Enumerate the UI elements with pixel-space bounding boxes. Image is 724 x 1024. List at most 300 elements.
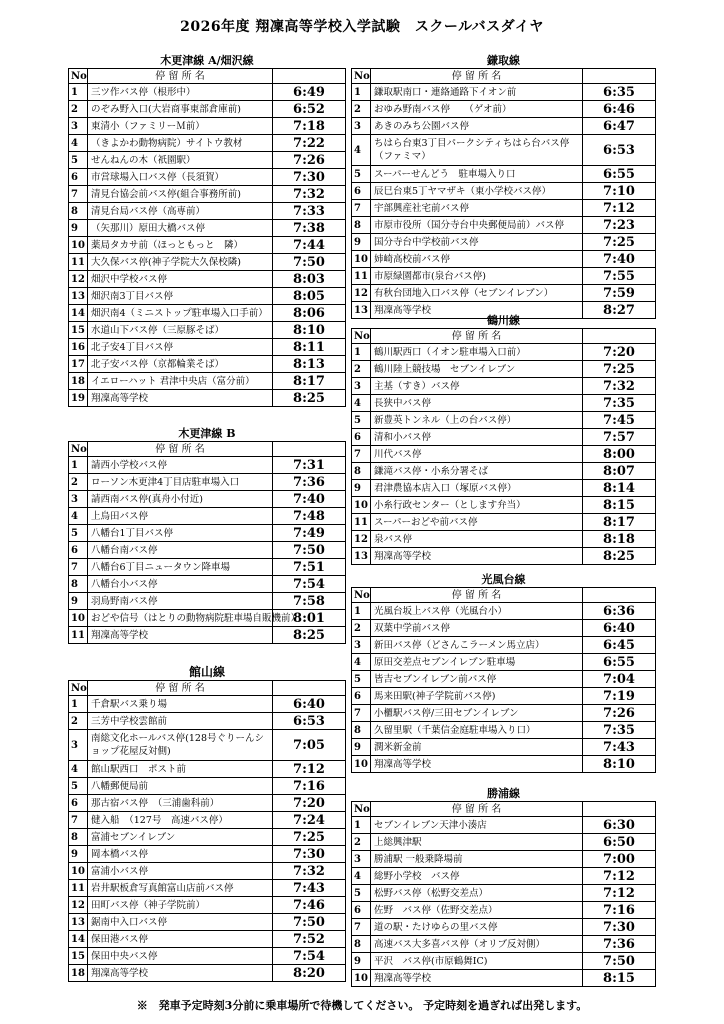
route-title: 鎌取線 [487,54,520,67]
table-row [69,542,346,559]
departure-time: 7:12 [583,885,656,902]
stop-number: 11 [69,254,88,271]
stop-name: 鶴川駅西口（イオン駐車場入口前） [371,344,583,361]
stop-name: 上烏田バス停 [88,508,273,525]
departure-time: 8:17 [583,514,656,531]
stop-name: 翔凜高等学校 [88,390,273,407]
stop-number: 1 [352,603,371,620]
stop-number: 11 [352,268,371,285]
stop-name: 潤米新金前 [371,739,583,756]
departure-time: 7:19 [583,688,656,705]
table-row [69,305,346,322]
stop-name: 鎌滝バス停・小糸分署そば [371,463,583,480]
table-row [69,914,346,931]
table-row [352,936,656,953]
stop-number: 13 [69,914,88,931]
stop-number: 8 [69,829,88,846]
stop-name: 岡本橋バス停 [88,846,273,863]
table-row [352,902,656,919]
stop-name: セブンイレブン天津小湊店 [371,817,583,834]
table-row [352,834,656,851]
departure-time: 7:50 [273,914,346,931]
table-row [352,234,656,251]
table-header [69,69,346,84]
stop-number: 12 [352,531,371,548]
stop-name: 大久保バス停(神子学院大久保校隣) [88,254,273,271]
table-row [352,739,656,756]
departure-time: 7:38 [273,220,346,237]
stop-number: 2 [352,834,371,851]
departure-time: 7:12 [583,200,656,217]
table-row [69,237,346,254]
table-row [352,84,656,101]
stop-name: あきのみち公園バス停 [371,118,583,135]
stop-number: 1 [69,696,88,713]
departure-time: 7:16 [273,778,346,795]
departure-time: 7:30 [273,846,346,863]
stop-name: 久留里駅（千葉信金庭駐車場入り口） [371,722,583,739]
departure-time: 8:03 [273,271,346,288]
stop-name: （矢那川）原田大橋バス停 [88,220,273,237]
departure-time: 6:40 [273,696,346,713]
stop-number: 8 [352,217,371,234]
departure-time: 7:24 [273,812,346,829]
stop-name: 小糸行政センター（とします弁当） [371,497,583,514]
stop-number: 4 [69,508,88,525]
stop-name: 市原緑園都市(泉台バス停) [371,268,583,285]
stop-number: 5 [69,525,88,542]
table-row [352,135,656,166]
departure-time: 8:11 [273,339,346,356]
departure-time: 7:57 [583,429,656,446]
stop-name: 健入船 （127号 高速バス停） [88,812,273,829]
stop-number: 11 [69,880,88,897]
stop-number: 16 [69,339,88,356]
departure-time: 7:46 [273,897,346,914]
table-row [352,183,656,200]
timetable [351,328,656,565]
stop-number: 7 [352,200,371,217]
stop-number: 3 [69,491,88,508]
stop-name: 北子安4丁目バス停 [88,339,273,356]
stop-name: 請西南バス停(真舟小付近) [88,491,273,508]
table-row [69,627,346,644]
table-row [352,919,656,936]
stop-name: 泉バス停 [371,531,583,548]
stop-number: 9 [352,953,371,970]
stop-name: 小櫃駅バス停/三田セブンイレブン [371,705,583,722]
stop-name: 羽鳥野南バス停 [88,593,273,610]
stop-number: 6 [69,169,88,186]
departure-time: 7:00 [583,851,656,868]
table-row [69,169,346,186]
stop-name: 翔凜高等学校 [371,970,583,987]
header-no: No [69,69,88,84]
departure-time: 8:10 [583,756,656,773]
stop-number: 6 [352,688,371,705]
stop-number: 12 [69,897,88,914]
stop-number: 3 [352,851,371,868]
departure-time: 7:43 [273,880,346,897]
stop-name: 長狭中バス停 [371,395,583,412]
table-row [69,186,346,203]
table-row [69,730,346,761]
stop-name: 宇部興産社宅前バス停 [371,200,583,217]
route-tsurukawa [351,314,656,565]
stop-name: 八幡台南バス停 [88,542,273,559]
departure-time: 7:16 [583,902,656,919]
table-row [352,671,656,688]
departure-time: 6:53 [583,135,656,166]
stop-number: 1 [352,344,371,361]
departure-time: 6:36 [583,603,656,620]
stop-number: 6 [69,795,88,812]
stop-number: 2 [69,713,88,730]
stop-number: 18 [69,373,88,390]
table-row [69,931,346,948]
table-row [352,463,656,480]
stop-number: 18 [69,965,88,982]
stop-number: 6 [69,542,88,559]
stop-number: 8 [352,936,371,953]
departure-time: 8:05 [273,288,346,305]
table-row [69,84,346,101]
table-row [352,970,656,987]
departure-time: 8:10 [273,322,346,339]
header-time [583,802,656,817]
stop-name: 松野バス停（松野交差点） [371,885,583,902]
table-row [352,480,656,497]
departure-time: 8:15 [583,497,656,514]
stop-number: 4 [352,135,371,166]
departure-time: 8:15 [583,970,656,987]
departure-time: 7:25 [273,829,346,846]
table-row [69,846,346,863]
route-title: 木更津線 A/畑沢線 [160,54,254,67]
table-row [69,118,346,135]
table-row [69,474,346,491]
stop-number: 9 [352,234,371,251]
stop-name: イエローハット 君津中央店（富分前） [88,373,273,390]
stop-number: 7 [352,446,371,463]
stop-name: 鶴川陸上競技場 セブンイレブン [371,361,583,378]
stop-number: 13 [352,302,371,319]
stop-number: 14 [69,305,88,322]
stop-number: 2 [69,101,88,118]
stop-number: 4 [352,868,371,885]
stop-name: せんねんの木（祇園駅） [88,152,273,169]
stop-name: 姉崎高校前バス停 [371,251,583,268]
table-row [69,948,346,965]
stop-number: 12 [352,285,371,302]
departure-time: 7:12 [583,868,656,885]
table-row [69,508,346,525]
departure-time: 7:35 [583,722,656,739]
stop-number: 6 [352,902,371,919]
table-row [69,965,346,982]
table-header [352,69,656,84]
header-no: No [352,329,371,344]
stop-number: 9 [69,593,88,610]
stop-number: 9 [69,846,88,863]
route-kofudai [351,573,656,773]
table-row [352,654,656,671]
table-row [352,395,656,412]
route-title: 木更津線 B [178,427,236,440]
departure-time: 6:55 [583,166,656,183]
table-row [352,722,656,739]
departure-time: 7:32 [583,378,656,395]
departure-time: 7:04 [583,671,656,688]
table-row [352,378,656,395]
stop-name: のぞみ野入口(大岩商事東部倉庫前) [88,101,273,118]
header-time [583,588,656,603]
table-row [352,548,656,565]
stop-name: スーパーおどや前バス停 [371,514,583,531]
table-row [69,373,346,390]
stop-name: 主基（すき）バス停 [371,378,583,395]
table-row [352,285,656,302]
stop-name: 八幡台1丁目バス停 [88,525,273,542]
stop-number: 2 [352,620,371,637]
header-no: No [69,442,88,457]
departure-time: 6:35 [583,84,656,101]
stop-name: 三芳中学校雲館前 [88,713,273,730]
stop-name: 千倉駅バス乗り場 [88,696,273,713]
stop-name: おゆみ野南バス停 （ゲオ前） [371,101,583,118]
stop-number: 7 [69,186,88,203]
header-stop: 停 留 所 名 [88,681,273,696]
table-row [352,344,656,361]
departure-time: 7:54 [273,576,346,593]
stop-name: 清和小バス停 [371,429,583,446]
departure-time: 7:50 [273,254,346,271]
table-row [352,851,656,868]
table-row [352,217,656,234]
route-title: 光風台線 [481,573,526,586]
departure-time: 7:20 [273,795,346,812]
stop-number: 7 [69,559,88,576]
stop-number: 14 [69,931,88,948]
table-row [69,390,346,407]
timetable [68,441,346,644]
stop-number: 9 [69,220,88,237]
stop-name: 上総興津駅 [371,834,583,851]
stop-number: 17 [69,356,88,373]
departure-time: 7:33 [273,203,346,220]
table-row [69,863,346,880]
route-title: 鶴川線 [487,314,520,327]
departure-time: 7:44 [273,237,346,254]
departure-time: 6:30 [583,817,656,834]
stop-number: 11 [69,627,88,644]
table-row [69,829,346,846]
table-row [69,254,346,271]
stop-number: 6 [352,429,371,446]
stop-name: 高速バス大多喜バス停（オリブ反対側） [371,936,583,953]
stop-name: 市営球場入口バス停（長須賀） [88,169,273,186]
header-stop: 停 留 所 名 [88,442,273,457]
table-row [69,696,346,713]
stop-name: スーパーせんどう 駐車場入り口 [371,166,583,183]
departure-time: 8:17 [273,373,346,390]
stop-name: 翔凜高等学校 [88,965,273,982]
stop-number: 11 [352,514,371,531]
stop-number: 2 [69,474,88,491]
table-row [69,491,346,508]
departure-time: 7:26 [583,705,656,722]
stop-name: 館山駅西口 ポスト前 [88,761,273,778]
departure-time: 7:40 [583,251,656,268]
departure-time: 6:45 [583,637,656,654]
departure-time: 7:35 [583,395,656,412]
stop-name: 那古宿バス停 （三浦歯科前） [88,795,273,812]
stop-number: 12 [69,271,88,288]
table-header [352,329,656,344]
stop-number: 1 [69,457,88,474]
departure-time: 7:43 [583,739,656,756]
timetable [351,587,656,773]
stop-name: 北子安バス停（京都輪業そば） [88,356,273,373]
header-time [273,681,346,696]
stop-name: 富浦小バス停 [88,863,273,880]
stop-name: 保田中央バス停 [88,948,273,965]
stop-number: 5 [352,885,371,902]
stop-name: （きよかわ動物病院）サイトウ教材 [88,135,273,152]
departure-time: 6:53 [273,713,346,730]
departure-time: 7:18 [273,118,346,135]
table-row [69,101,346,118]
table-row [352,688,656,705]
departure-time: 7:55 [583,268,656,285]
table-row [352,412,656,429]
stop-name: 三ツ作バス停（根形中） [88,84,273,101]
stop-number: 9 [352,739,371,756]
table-row [352,118,656,135]
footer-note: ※ 発車予定時刻3分前に乗車場所で待機してください。 予定時刻を過ぎれば出発します。 [136,999,588,1012]
stop-name: 道の駅・たけゆらの里バス停 [371,919,583,936]
stop-name: 有秋台団地入口バス停（セブンイレブン） [371,285,583,302]
stop-name: 新田バス停（どさんこラーメン馬立店） [371,637,583,654]
departure-time: 7:50 [583,953,656,970]
departure-time: 7:23 [583,217,656,234]
departure-time: 8:25 [273,390,346,407]
table-row [69,339,346,356]
stop-name: 辰巳台東5丁ヤマザキ（東小学校バス停） [371,183,583,200]
departure-time: 7:54 [273,948,346,965]
stop-name: 鋸南中入口バス停 [88,914,273,931]
table-row [352,361,656,378]
departure-time: 7:50 [273,542,346,559]
stop-name: 水道山下バス停（三原豚そば） [88,322,273,339]
route-title: 館山線 [188,665,225,679]
stop-name: 東清小（ファミリーＭ前） [88,118,273,135]
stop-name: 総野小学校 バス停 [371,868,583,885]
stop-number: 8 [352,463,371,480]
stop-number: 4 [69,761,88,778]
table-row [69,271,346,288]
departure-time: 7:36 [273,474,346,491]
stop-number: 1 [69,84,88,101]
table-row [69,322,346,339]
stop-number: 3 [352,118,371,135]
table-row [352,251,656,268]
stop-number: 3 [352,637,371,654]
timetable [68,680,346,982]
stop-name: 双葉中学前バス停 [371,620,583,637]
stop-name: 八幡台6丁目ニュータウン降車場 [88,559,273,576]
stop-name: 国分寺台中学校前バス停 [371,234,583,251]
table-header [69,442,346,457]
departure-time: 6:47 [583,118,656,135]
departure-time: 6:50 [583,834,656,851]
table-row [69,525,346,542]
stop-name: 八幡台小バス停 [88,576,273,593]
table-row [352,620,656,637]
stop-number: 8 [352,722,371,739]
departure-time: 8:27 [583,302,656,319]
stop-name: 薬局タカサ前（ほっともっと 隣） [88,237,273,254]
stop-number: 10 [69,863,88,880]
departure-time: 7:40 [273,491,346,508]
departure-time: 8:14 [583,480,656,497]
departure-time: 7:20 [583,344,656,361]
departure-time: 7:10 [583,183,656,200]
table-row [69,610,346,627]
stop-name: 君津農協本店入口（塚原バス停） [371,480,583,497]
header-time [273,442,346,457]
departure-time: 8:13 [273,356,346,373]
departure-time: 7:31 [273,457,346,474]
table-row [69,152,346,169]
table-row [352,953,656,970]
table-row [352,429,656,446]
header-time [583,329,656,344]
stop-name: 新豊英トンネル（上の台バス停） [371,412,583,429]
table-row [352,166,656,183]
header-stop: 停 留 所 名 [371,802,583,817]
table-row [352,497,656,514]
stop-name: 田町バス停（神子学院前） [88,897,273,914]
stop-number: 19 [69,390,88,407]
stop-number: 13 [69,288,88,305]
departure-time: 7:45 [583,412,656,429]
stop-number: 7 [69,812,88,829]
stop-name: 畑沢南4（ミニストップ駐車場入口手前） [88,305,273,322]
departure-time: 7:32 [273,863,346,880]
route-title: 勝浦線 [487,787,520,800]
stop-name: 皆吉セブンイレブン前バス停 [371,671,583,688]
stop-name: 八幡郵便局前 [88,778,273,795]
stop-number: 5 [352,412,371,429]
stop-number: 5 [352,671,371,688]
header-no: No [352,69,371,84]
table-row [69,220,346,237]
stop-name: 光風台坂上バス停（光風台小） [371,603,583,620]
table-row [69,593,346,610]
stop-number: 4 [352,395,371,412]
table-row [352,637,656,654]
table-row [352,868,656,885]
departure-time: 6:52 [273,101,346,118]
stop-name: 勝浦駅 一般乗降場前 [371,851,583,868]
departure-time: 7:52 [273,931,346,948]
departure-time: 7:12 [273,761,346,778]
table-row [69,778,346,795]
table-row [69,135,346,152]
stop-name: 翔凜高等学校 [371,548,583,565]
stop-number: 9 [352,480,371,497]
